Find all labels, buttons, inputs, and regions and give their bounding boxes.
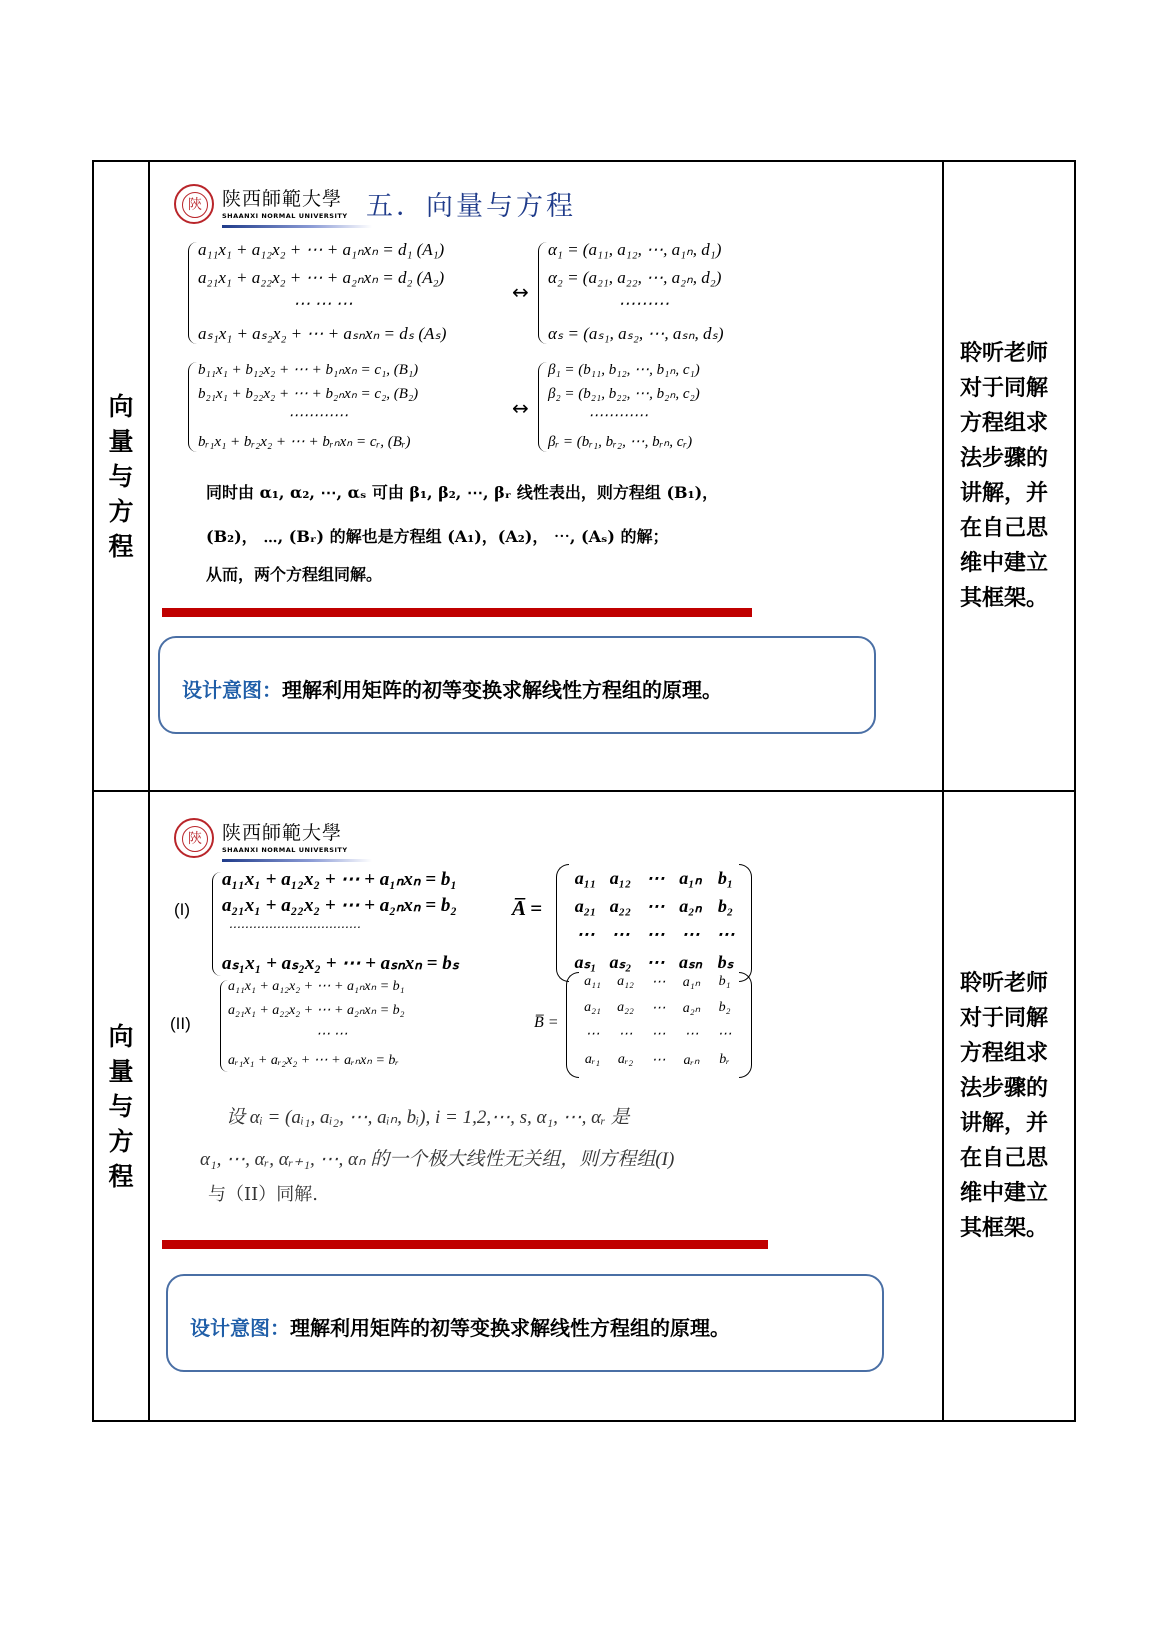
matrix-entry: a₂₂ xyxy=(609,896,632,916)
matrix-entry: ⋯ xyxy=(646,868,665,888)
explanation-line xyxy=(200,1144,674,1171)
explanation-text: α₁, ⋯, αᵣ, αᵣ₊₁, ⋯, αₙ 的一个极大线性无关组，则方程组(I) xyxy=(200,1149,675,1170)
matrix-entry: b₁ xyxy=(717,868,734,888)
matrix-entry: a₂₁ xyxy=(584,1000,601,1015)
design-intent-content: 理解利用矩阵的初等变换求解线性方程组的原理。 xyxy=(290,1316,730,1340)
equation: a₂₁x₁ + a₂₂x₂ + ⋯ + a₂ₙxₙ = b₂ xyxy=(222,895,457,916)
equivalence-arrow-icon: ↔ xyxy=(512,396,529,420)
matrix-entry: ⋯ xyxy=(618,1027,633,1042)
student-activity-cell xyxy=(943,791,1075,1421)
vectors-b xyxy=(538,360,798,456)
slide-image xyxy=(150,792,942,1420)
slide-image xyxy=(150,162,942,790)
augmented-matrix-b xyxy=(566,972,752,1078)
system-label-i: (I) xyxy=(174,900,191,919)
header-divider xyxy=(222,859,372,862)
vector: α₂ = (a₂₁, a₂₂, ⋯, a₂ₙ, d₂) xyxy=(548,268,722,287)
matrix-entry: aₛ₂ xyxy=(609,952,632,972)
matrix-a-label: A̅ = xyxy=(512,896,543,920)
university-name-en: SHAANXI NORMAL UNIVERSITY xyxy=(222,212,348,220)
brace xyxy=(188,362,197,452)
brace xyxy=(188,242,197,344)
red-divider xyxy=(162,1240,768,1249)
matrix-entry: b₂ xyxy=(718,1000,731,1015)
matrix-b-label: B̅ = xyxy=(534,1014,559,1031)
matrix-entry: a₂₁ xyxy=(574,896,597,916)
system-a xyxy=(188,238,488,350)
equation: ⋯⋯⋯⋯ xyxy=(288,408,348,424)
table-row xyxy=(93,161,1075,791)
student-activity-text: 聆听老师对于同解方程组求法步骤的讲解，并在自己思维中建立其框架。 xyxy=(960,340,1049,611)
matrix-entry: aᵣ₂ xyxy=(617,1052,634,1067)
equation: b₂₁x₁ + b₂₂x₂ + ⋯ + b₂ₙxₙ = c₂, (B₂) xyxy=(198,386,419,402)
matrix-entry: aₛ₁ xyxy=(574,952,597,972)
student-activity-cell xyxy=(943,161,1075,791)
matrix-entry: a₁₂ xyxy=(609,868,632,888)
matrix-entry: ⋯ xyxy=(717,1027,732,1042)
design-intent-label: 设计意图： xyxy=(190,1316,290,1340)
lesson-table xyxy=(92,160,1076,1422)
matrix-entry: a₁ₙ xyxy=(682,975,701,990)
university-seal-icon xyxy=(174,818,214,858)
vector: αₛ = (aₛ₁, aₛ₂, ⋯, aₛₙ, dₛ) xyxy=(548,324,724,343)
matrix-entry: ⋯ xyxy=(646,896,665,916)
brace xyxy=(538,362,547,452)
matrix-entry: ⋯ xyxy=(576,924,595,944)
design-intent-content: 理解利用矩阵的初等变换求解线性方程组的原理。 xyxy=(282,678,722,702)
matrix-entry: ⋯ xyxy=(646,952,665,972)
explanation-line: (B₂)， ⋯, (Bᵣ) 的解也是方程组 (A₁)，(A₂)， ⋯, (Aₛ) 的解； xyxy=(206,527,669,546)
equation: aₛ₁x₁ + aₛ₂x₂ + ⋯ + aₛₙxₙ = dₛ (Aₛ) xyxy=(198,324,447,343)
section-label: 向量与方程 xyxy=(108,1021,134,1191)
equation: a₂₁x₁ + a₂₂x₂ + ⋯ + a₂ₙxₙ = b₂ xyxy=(228,1003,405,1018)
system-ii xyxy=(220,976,480,1076)
equation: b₁₁x₁ + b₁₂x₂ + ⋯ + b₁ₙxₙ = c₁, (B₁) xyxy=(198,362,419,378)
vector: β₂ = (b₂₁, b₂₂, ⋯, b₂ₙ, c₂) xyxy=(548,386,700,402)
equation: bᵣ₁x₁ + bᵣ₂x₂ + ⋯ + bᵣₙxₙ = cᵣ, (Bᵣ) xyxy=(198,434,411,450)
equation: a₁₁x₁ + a₁₂x₂ + ⋯ + a₁ₙxₙ = d₁ (A₁) xyxy=(198,240,445,259)
matrix-entry: bₛ xyxy=(717,952,734,972)
section-label-cell xyxy=(93,161,149,791)
seal-char: 陝 xyxy=(182,826,208,852)
brace xyxy=(220,980,228,1072)
equation: a₁₁x₁ + a₁₂x₂ + ⋯ + a₁ₙxₙ = b₁ xyxy=(228,979,405,994)
matrix-entry: aᵣₙ xyxy=(683,1053,700,1068)
vector: βᵣ = (bᵣ₁, bᵣ₂, ⋯, bᵣₙ, cᵣ) xyxy=(548,434,693,450)
matrix-entry: ⋯ xyxy=(651,1001,666,1016)
matrix-entry: a₁₁ xyxy=(584,974,601,989)
matrix-entry: a₂ₙ xyxy=(682,1001,701,1016)
matrix-entry: ⋯ xyxy=(684,1027,699,1042)
equation: a₂₁x₁ + a₂₂x₂ + ⋯ + a₂ₙxₙ = d₂ (A₂) xyxy=(198,268,445,287)
header-divider xyxy=(222,225,372,228)
augmented-matrix-a xyxy=(556,864,752,982)
matrix-entry: ⋯ xyxy=(651,1027,666,1042)
matrix-entry: aₛₙ xyxy=(679,952,702,972)
university-seal-icon xyxy=(174,184,214,224)
equation: ⋯ ⋯ xyxy=(316,1027,348,1042)
matrix-entry: a₁ₙ xyxy=(679,868,702,888)
table-row xyxy=(93,791,1075,1421)
design-intent-label: 设计意图： xyxy=(182,678,282,702)
section-label: 向量与方程 xyxy=(108,391,134,561)
slide-cell xyxy=(149,161,943,791)
system-b xyxy=(188,360,488,456)
matrix-entry: ⋯ xyxy=(651,1053,666,1068)
matrix-entry: bᵣ xyxy=(719,1052,730,1067)
vectors-a xyxy=(538,238,798,350)
university-name-cn: 陕西師範大學 xyxy=(222,822,343,844)
matrix-entry: ⋯ xyxy=(646,924,665,944)
matrix-entry: ⋯ xyxy=(611,924,630,944)
matrix-entry: b₂ xyxy=(717,896,734,916)
vector: α₁ = (a₁₁, a₁₂, ⋯, a₁ₙ, d₁) xyxy=(548,240,722,259)
explanation-line: 与（II）同解. xyxy=(208,1184,318,1205)
equation: ⋯ ⋯ ⋯ xyxy=(293,294,353,313)
brace xyxy=(538,242,547,344)
matrix-entry: a₁₂ xyxy=(617,974,634,989)
vector: β₁ = (b₁₁, b₁₂, ⋯, b₁ₙ, c₁) xyxy=(548,362,700,378)
matrix-entry: aᵣ₁ xyxy=(584,1052,601,1067)
design-intent-text xyxy=(182,674,722,703)
equation: a₁₁x₁ + a₁₂x₂ + ⋯ + a₁ₙxₙ = b₁ xyxy=(222,869,457,890)
student-activity-text: 聆听老师对于同解方程组求法步骤的讲解，并在自己思维中建立其框架。 xyxy=(960,970,1049,1241)
slide-title: 五．向量与方程 xyxy=(366,191,576,222)
red-divider xyxy=(162,608,752,617)
slide-cell xyxy=(149,791,943,1421)
slide-header xyxy=(174,818,894,862)
design-intent-box xyxy=(166,1274,884,1372)
equivalence-arrow-icon: ↔ xyxy=(512,280,529,304)
design-intent-text xyxy=(190,1312,730,1341)
equation: aₛ₁x₁ + aₛ₂x₂ + ⋯ + aₛₙxₙ = bₛ xyxy=(222,953,459,974)
system-label-ii: (II) xyxy=(170,1014,191,1033)
matrix-entry: ⋯ xyxy=(651,975,666,990)
slide-header xyxy=(174,184,894,228)
vector: ⋯⋯⋯ xyxy=(618,294,669,313)
section-label-cell xyxy=(93,791,149,1421)
vector: ⋯⋯⋯⋯ xyxy=(588,408,648,424)
brace xyxy=(212,872,221,976)
matrix-entry: ⋯ xyxy=(585,1027,600,1042)
matrix-entry: a₁₁ xyxy=(574,868,597,888)
matrix-entry: ⋯ xyxy=(681,924,700,944)
system-i xyxy=(212,868,512,980)
university-name-cn: 陕西師範大學 xyxy=(222,188,343,210)
matrix-entry: ⋯ xyxy=(716,924,735,944)
seal-char: 陝 xyxy=(182,192,208,218)
matrix-entry: a₂ₙ xyxy=(679,896,702,916)
explanation-line xyxy=(226,1102,629,1129)
design-intent-box xyxy=(158,636,876,734)
explanation-text: 设 αᵢ = (aᵢ₁, aᵢ₂, ⋯, aᵢₙ, bᵢ), i = 1,2,⋯, s, α₁, ⋯, αᵣ 是 xyxy=(226,1107,630,1128)
explanation-line: 同时由 α₁, α₂, ⋯, αₛ 可由 β₁, β₂, ⋯, βᵣ 线性表出，则方程组 (B₁)， xyxy=(206,483,719,502)
matrix-entry: b₁ xyxy=(718,974,731,989)
equation: ⋯⋯⋯⋯⋯⋯⋯⋯⋯⋯⋯ xyxy=(228,920,360,934)
matrix-entry: a₂₂ xyxy=(617,1000,634,1015)
university-name-en: SHAANXI NORMAL UNIVERSITY xyxy=(222,846,348,854)
equation: aᵣ₁x₁ + aᵣ₂x₂ + ⋯ + aᵣₙxₙ = bᵣ xyxy=(228,1053,399,1068)
explanation-line: 从而，两个方程组同解。 xyxy=(206,565,383,584)
